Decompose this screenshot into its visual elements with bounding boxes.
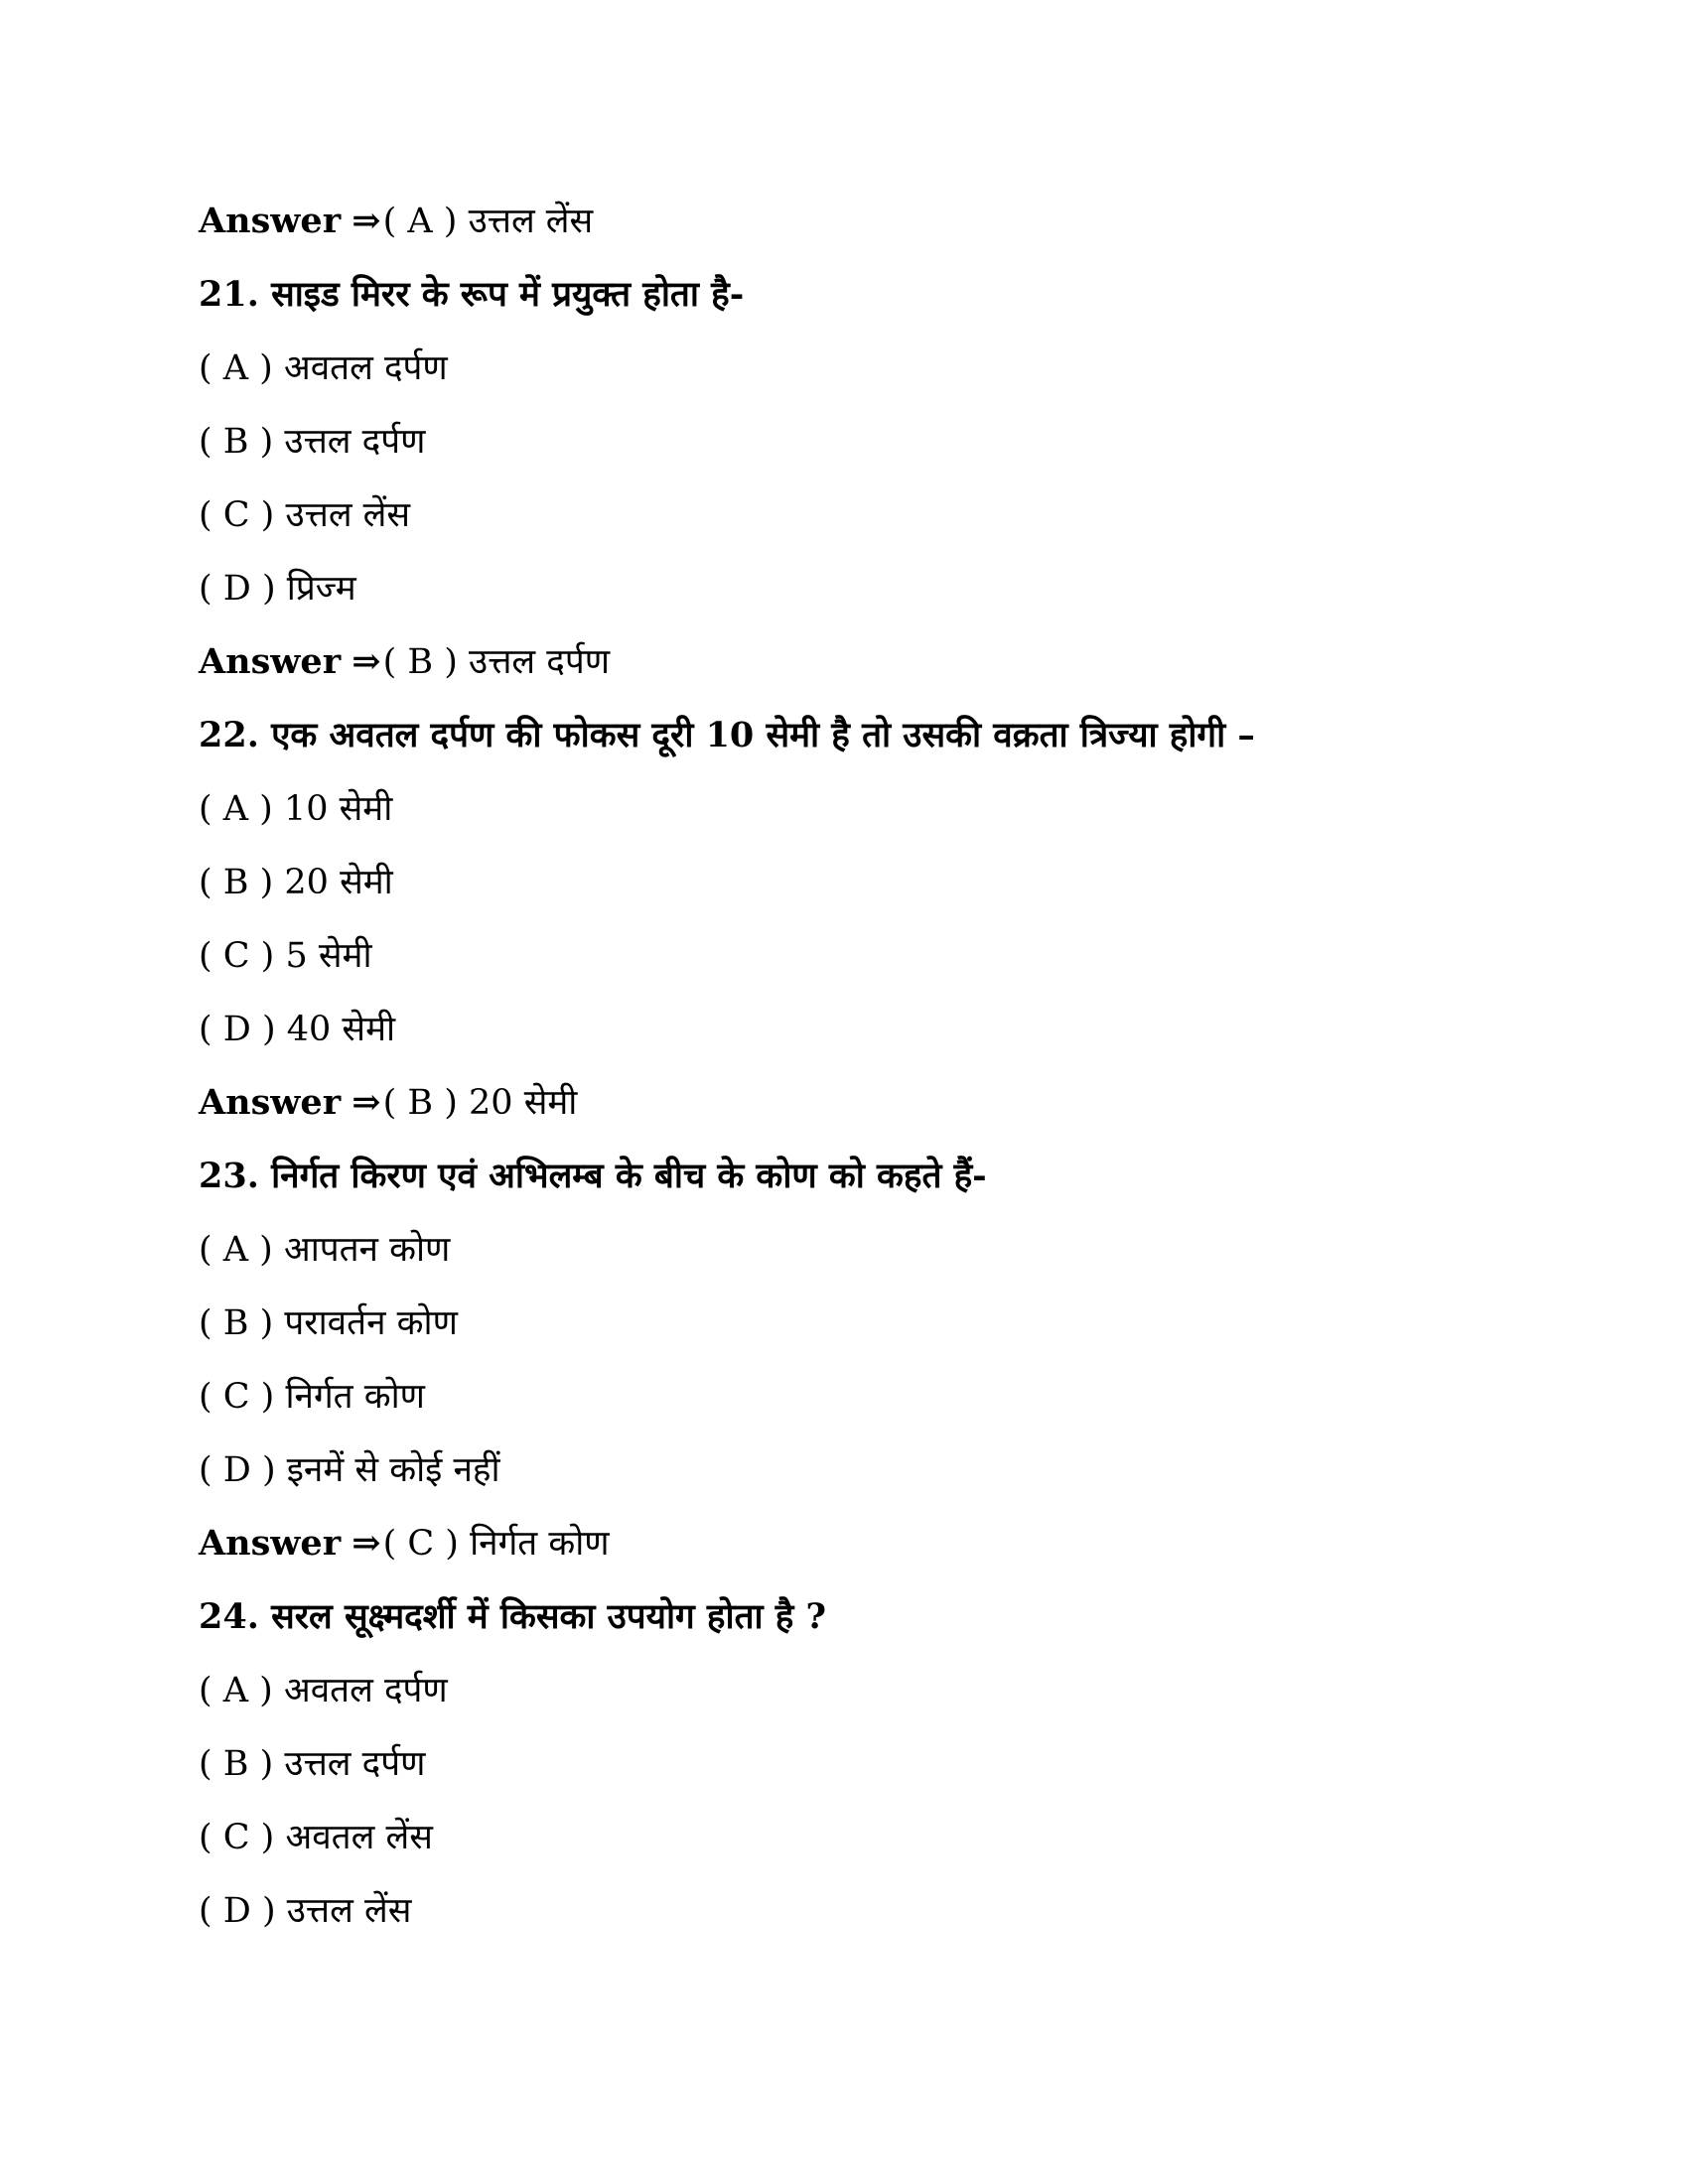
option-item: ( D ) इनमें से कोई नहीं	[199, 1450, 500, 1490]
answer-line	[199, 1521, 610, 1567]
answer-arrow: ⇒	[352, 1082, 381, 1123]
option-item: ( C ) 5 सेमी	[199, 936, 372, 976]
question-title: 23. निर्गत किरण एवं अभिलम्ब के बीच के कोण को कहते हैं-	[199, 1156, 987, 1196]
answer-arrow: ⇒	[352, 1523, 381, 1564]
answer-text: ( B ) उत्तल दर्पण	[382, 642, 611, 682]
option-item: ( C ) निर्गत कोण	[199, 1377, 425, 1417]
option-item: ( B ) परावर्तन कोण	[199, 1303, 458, 1343]
question-title: 21. साइड मिरर के रूप में प्रयुक्त होता है-	[199, 274, 745, 315]
question-title: 22. एक अवतल दर्पण की फोकस दूरी 10 सेमी है तो उसकी वक्रता त्रिज्या होगी –	[199, 715, 1255, 755]
option-item: ( D ) 40 सेमी	[199, 1010, 396, 1049]
answer-line	[199, 639, 610, 685]
option-item: ( D ) प्रिज्म	[199, 569, 356, 609]
option-item: ( A ) 10 सेमी	[199, 789, 393, 829]
answer-text: ( C ) निर्गत कोण	[382, 1524, 610, 1564]
option-item: ( A ) अवतल दर्पण	[199, 348, 448, 388]
option-item: ( C ) उत्तल लेंस	[199, 495, 411, 535]
option-item: ( C ) अवतल लेंस	[199, 1818, 433, 1857]
question-title: 24. सरल सूक्ष्मदर्शी में किसका उपयोग होता है ?	[199, 1596, 827, 1637]
answer-label: Answer	[199, 1523, 342, 1564]
answer-arrow: ⇒	[352, 641, 381, 682]
answer-text: ( B ) 20 सेमी	[382, 1083, 578, 1123]
answer-label: Answer	[199, 1082, 342, 1123]
option-item: ( B ) उत्तल दर्पण	[199, 422, 426, 462]
option-item: ( A ) अवतल दर्पण	[199, 1671, 448, 1710]
option-item: ( B ) उत्तल दर्पण	[199, 1744, 426, 1784]
answer-arrow: ⇒	[352, 201, 381, 241]
answer-line	[199, 199, 593, 244]
option-item: ( B ) 20 सेमी	[199, 863, 393, 902]
answer-label: Answer	[199, 201, 342, 241]
answer-text: ( A ) उत्तल लेंस	[382, 202, 594, 241]
answer-label: Answer	[199, 641, 342, 682]
answer-line	[199, 1080, 577, 1126]
option-item: ( A ) आपतन कोण	[199, 1230, 451, 1270]
option-item: ( D ) उत्तल लेंस	[199, 1891, 412, 1931]
